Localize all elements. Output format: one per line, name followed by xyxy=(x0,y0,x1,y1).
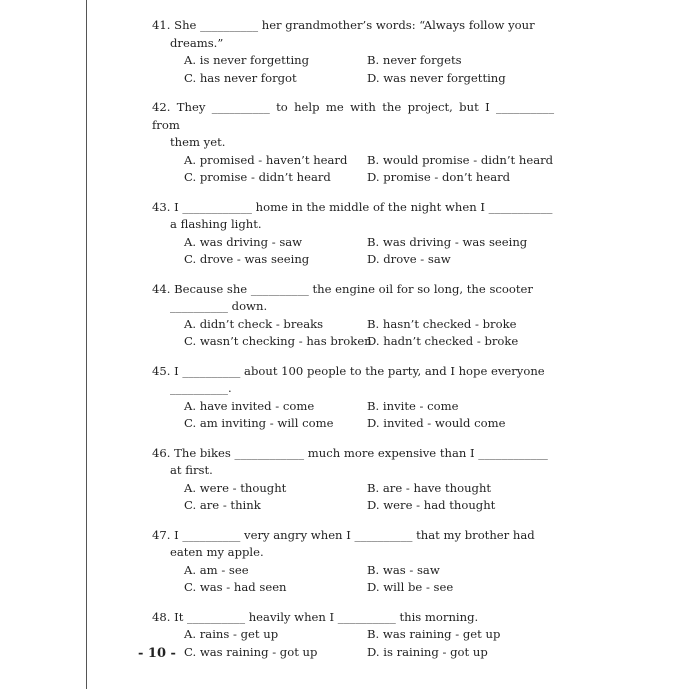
answer-options xyxy=(152,626,554,661)
question-stem-continuation: __________ down. xyxy=(170,299,268,313)
option-c: C. drove - was seeing xyxy=(184,252,310,266)
option-b: B. would promise - didn’t heard xyxy=(367,152,554,167)
option-b: B. never forgets xyxy=(367,53,462,67)
question-48 xyxy=(152,609,554,662)
option-d: D. will be - see xyxy=(367,580,454,594)
page-number: - 10 - xyxy=(138,646,176,661)
option-a: A. rains - get up xyxy=(184,627,279,641)
option-d: D. invited - would come xyxy=(367,416,506,430)
answer-options xyxy=(152,480,554,515)
option-a: A. is never forgetting xyxy=(184,53,310,67)
question-stem: 47. I __________ very angry when I __________ that my brother had xyxy=(152,527,535,542)
question-42 xyxy=(152,99,554,187)
question-stem-continuation: them yet. xyxy=(170,135,226,149)
question-47 xyxy=(152,527,554,597)
option-a: A. was driving - saw xyxy=(184,234,303,249)
option-c: C. am inviting - will come xyxy=(184,416,334,430)
question-stem: 44. Because she __________ the engine oil for so long, the scooter xyxy=(152,281,533,296)
option-d: D. hadn’t checked - broke xyxy=(367,334,519,348)
option-a: A. were - thought xyxy=(184,480,287,495)
question-stem: 46. The bikes ____________ much more expensive than I ____________ xyxy=(152,445,548,460)
question-stem-continuation: a flashing light. xyxy=(170,217,262,231)
option-d: D. were - had thought xyxy=(367,498,496,512)
option-b: B. was raining - get up xyxy=(367,627,501,641)
option-b: B. was - saw xyxy=(367,562,440,577)
answer-options xyxy=(152,316,554,351)
option-b: B. hasn’t checked - broke xyxy=(367,316,517,331)
option-a: A. am - see xyxy=(184,562,249,577)
answer-options xyxy=(152,52,554,87)
question-stem-continuation: eaten my apple. xyxy=(170,545,264,559)
answer-options xyxy=(152,152,554,187)
answer-options xyxy=(152,562,554,597)
question-41 xyxy=(152,17,554,87)
question-stem: 48. It __________ heavily when I __________ this morning. xyxy=(152,609,479,624)
question-stem: 42. They __________ to help me with the project, but I __________ from xyxy=(152,100,554,132)
option-a: A. promised - haven’t heard xyxy=(184,152,348,167)
question-44 xyxy=(152,281,554,351)
option-d: D. promise - don’t heard xyxy=(367,170,511,184)
question-stem-continuation: at first. xyxy=(170,463,213,477)
question-stem: 45. I __________ about 100 people to the party, and I hope everyone xyxy=(152,363,545,378)
option-d: D. is raining - got up xyxy=(367,644,488,659)
option-c: C. wasn’t checking - has broken xyxy=(184,334,372,348)
question-stem: 41. She __________ her grandmother’s words: “Always follow your xyxy=(152,18,535,32)
option-c: C. was raining - got up xyxy=(184,644,318,659)
option-d: D. drove - saw xyxy=(367,252,451,266)
option-c: C. are - think xyxy=(184,498,261,512)
answer-options xyxy=(152,398,554,433)
option-d: D. was never forgetting xyxy=(367,70,506,85)
question-list xyxy=(152,17,554,673)
answer-options xyxy=(152,234,554,269)
option-a: A. didn’t check - breaks xyxy=(184,316,324,331)
page-margin-line xyxy=(86,0,87,689)
question-46 xyxy=(152,445,554,515)
question-43 xyxy=(152,199,554,269)
option-a: A. have invited - come xyxy=(184,398,315,413)
question-stem-continuation: __________. xyxy=(170,381,232,395)
question-45 xyxy=(152,363,554,433)
question-stem: 43. I ____________ home in the middle of the night when I ___________ xyxy=(152,199,553,214)
option-c: C. has never forgot xyxy=(184,70,297,85)
option-b: B. are - have thought xyxy=(367,480,492,495)
option-c: C. was - had seen xyxy=(184,580,287,594)
question-stem-continuation: dreams.” xyxy=(170,35,224,50)
option-b: B. invite - come xyxy=(367,398,459,413)
option-c: C. promise - didn’t heard xyxy=(184,170,331,184)
option-b: B. was driving - was seeing xyxy=(367,234,528,249)
